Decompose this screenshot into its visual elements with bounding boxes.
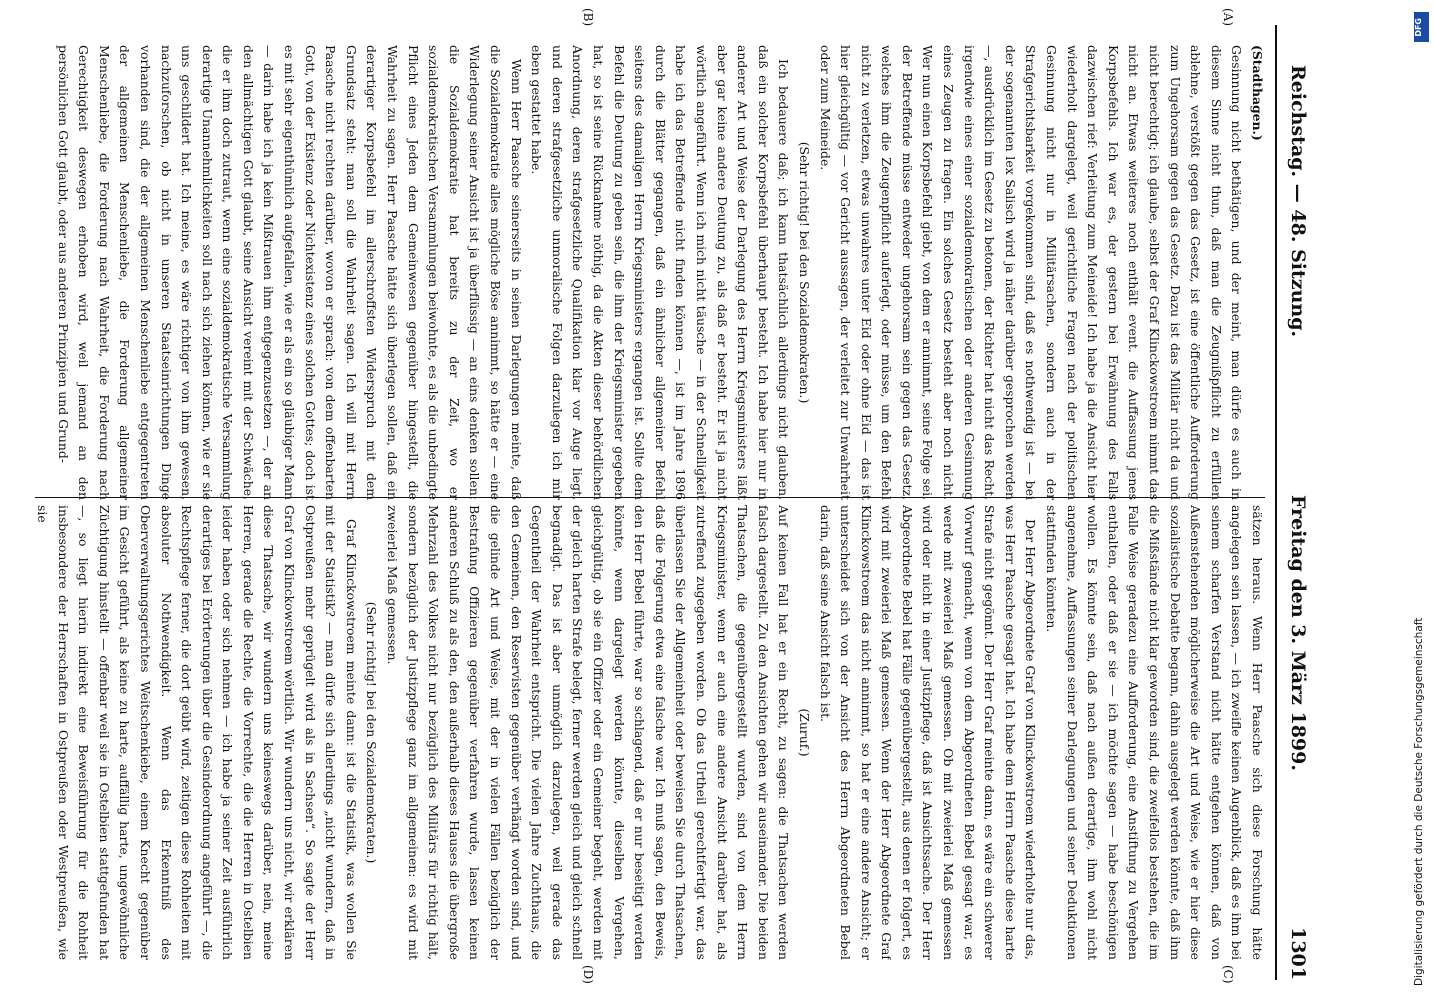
margin-mark-b: (B) xyxy=(581,8,595,27)
digitization-stamp xyxy=(1411,6,1433,991)
paragraph: Auf keinen Fall hat er ein Recht, zu sagen: die Thatsachen werden falsch dargestellt. Zu den Ansichten gehen wir auseinander. Die beiden Thatsachen, die gegenübergestellt wurden, sind von dem Herrn Kriegsminister, wenn er auch eine andere Ansicht darüber hat, als zutreffend zugegeben worden. Ob das Urtheil gerechtfertigt war, das überlassen Sie der Allgemeinheit oder beweisen Sie durch Thatsachen, daß die Folgerung etwa eine falsche war. Ich muß sagen, den Beweis, den Herr Bebel führte, war so schlagend, daß er nur beseitigt werden könnte, wenn dargelegt werden könnte, dieselben Vergehen, gleichgültig, ob sie ein Offizier oder ein Gemeiner begeht, werden mit der gleich harten Strafe belegt, ferner werden gleich und gleich schnell begnadigt. Das ist aber unmöglich darzulegen, weil gerade das Gegentheil der Wahrheit entspricht. Die vielen Jahre Zuchthaus, die den Gemeinen, den Reservisten gegenüber verhängt worden sind, und die gelinde Art und Weise, mit der in vielen Fällen bezüglich der Bestrafung Offizieren gegenüber verfahren wurde, lassen keinen anderen Schluß zu als den, den außerhalb dieses Hauses die übergroße Mehrzahl des Volkes nicht nur bezüglich des Militärs für richtig hält, sondern bezüglich der Justizpflege ganz im allgemeinen: es wird mit zweierlei Maß gemessen. xyxy=(385,505,792,960)
speaker-heading: (Stadthagen.) xyxy=(1250,45,1265,141)
paragraph: Gesinnung nicht bethätigen, und der meint, man dürfe es auch in diesem Sinne nicht thun, daß man die Zeugnißpflicht zu erfüllen ablehne, verstößt gegen das Gesetz, ist eine öffentliche Aufforderung zum Ungehorsam gegen das Gesetz. Dazu ist das Militär nicht da und nicht berechtigt; ich glaube, selbst der Graf Klinckowstroem nimmt das nicht an. Etwas weiteres noch enthält event. die Auffassung jenes Korpsbefehls. Ich war es, der gestern bei Erwähnung des Falls dazwischen rief: Verleitung zum Meineide! Ich habe ja die Ansicht hier wiederholt dargelegt, weil gerichtliche Fragen nach der politischen Gesinnung nicht nur in Militärsachen, sondern auch in der Strafgerichtsbarkeit vorgekommen sind, daß es nothwendig ist — bei der sogenannten lex Salisch wird ja näher darüber gesprochen werden —, ausdrücklich im Gesetz zu betonen, der Richter hat nicht das Recht, irgendwie eines einer sozialdemokratischen oder anderen Gesinnung eines Zeugen zu fragen. Ein solches Gesetz besteht aber noch nicht. Wer nun einen Korpsbefehl giebt, von dem er annimmt, seine Folge sei, der Betreffende müsse entweder ungehorsam sein gegen das Gesetz, welches ihm die Zeugenpflicht auferlegt, oder müsse, um den Befehl nicht zu verletzen, etwas unwahres unter Eid oder ohne Eid — das ist hier gleichgültig — vor Gericht aussagen, der verleitet zur Unwahrheit oder zum Meineide. xyxy=(817,45,1245,500)
paragraph: sätzen heraus. Wenn Herr Paasche sich diese Forschung hätte angelegen sein lassen, — ich zweifle keinen Augenblick, daß es ihm bei seinem scharfen Verstand nicht hätte entgehen können, daß von Außenstehenden möglicherweise die Art und Weise, wie er hier diese sozialistische Debatte begann, dahin ausgelegt werden könnte, daß ihm die Mißstände nicht klar geworden sind, die zweifellos bestehen, die im Falle Weise geradezu eine Aufforderung, eine Anstiftung zu Vergehen enthalten, oder daß er sie — ich möchte sagen — habe beschönigen wollen. Es könnte sein, daß nach außen derartige, ihm wohl nicht angenehme, Auffassungen seiner Darlegungen und seiner Deduktionen stattfinden könnten. xyxy=(1044,505,1265,960)
dfg-logo-text: DFG xyxy=(1414,18,1423,37)
header-left: Reichstag. — 48. Sitzung. xyxy=(1287,65,1309,338)
page-number: 1301 xyxy=(1287,927,1309,980)
page-header xyxy=(1275,25,1317,980)
digitization-note: Digitalisierung gefördert durch die Deutsche Forschungsgemeinschaft xyxy=(1413,617,1425,986)
interjection: (Sehr richtig! bei den Sozialdemokraten.) xyxy=(796,141,812,404)
interjection: (Zuruf.) xyxy=(796,708,812,757)
right-column xyxy=(32,505,1267,960)
margin-mark-d: (D) xyxy=(581,965,595,984)
rotated-page xyxy=(5,0,1345,1000)
margin-mark-c: (C) xyxy=(1221,965,1235,984)
interjection: (Sehr richtig! bei den Sozialdemokraten.) xyxy=(364,601,380,864)
paragraph: Wenn Herr Paasche seinerseits in seinen Darlegungen meinte, daß die Sozialdemokratie alles mögliche Böse annimmt, so hätte er — eine Widerlegung seiner Ansicht ist ja überflüssig — an eins denken sollen: die Sozialdemokratie hat bereits zu der Zeit, wo er sozialdemokratischen Versammlungen beiwohnte, es als die unbedingte Pflicht eines Jeden dem Gemeinwesen gegenüber hingestellt, die Wahrheit zu sagen. Herr Paasche hätte sich überlegen sollen, daß ein derartiger Korpsbefehl im allerschroffsten Widerspruch mit dem Grundsatz steht: man soll die Wahrheit sagen. Ich will mit Herrn Paasche nicht rechten darüber, wovon er sprach: von dem offenbarten Gott, von der Existenz oder Nichtexistenz eines solchen Gottes; doch ist es mit sehr eigenthümlich aufgefallen, wie er als ein so gläubiger Mann — darin habe ich ja kein Mißtrauen ihm entgegenzusetzen —, der an den allmächtigen Gott glaubt, seine Ansicht vereint mit der Schwäche, die er ihm doch zutraut, wenn eine sozialdemokratische Versammlung derartige Unannehmlichkeiten soll nach sich ziehen können, wie er sie uns geschildert hat. Ich meine, es wäre richtiger von ihm gewesen, nachzuforschen, ob nicht in unseren Staatseinrichtungen Dinge vorhanden sind, die der allgemeinen Menschenliebe entgegentreten der allgemeinen Menschenliebe, die Forderung allgemeiner Menschenliebe, die Forderung nach Wahrheit, die Forderung nach Gerechtigkeit deswegen erhoben wird, weil jemand an den persönlichen Gott glaubt, oder aus anderen Prinzipien und Grund- xyxy=(55,45,524,500)
paragraph: Ich bedauere daß; ich kann thatsächlich allerdings nicht glauben, daß ein solcher Korpsbefehl überhaupt besteht. Ich habe hier nur in anderer Art und Weise der Darlegung des Herrn Kriegsministers läßt aber gar keine andere Deutung zu, als daß er besteht. Er ist ja nicht wörtlich angeführt. Wenn ich mich nicht täusche — in der Schnelligkeit habe ich das Betreffende nicht finden können —, ist im Jahre 1896 durch die Blätter gegangen, daß ein ähnlicher allgemeiner Befehl seitens des damaligen Herrn Kriegsministers ergangen ist. Sollte dem Befehl die Deutung zu geben sein, die ihm der Kriegsminister gegeben hat, so ist seine Rücknahme nöthig, da die Akten dieser behördlichen Anordnung, deren strafgesetzliche Qualifikation klar vor Auge liegt, und deren strafgesetzliche unmoralische Folgen darzulegen ich mir eben gestattet habe. xyxy=(529,45,792,500)
paragraph: Der Herr Abgeordnete Graf von Klinckowstroem wiederholte nur das, was Herr Paasche gesagt hat. Ich habe dem Herrn Paasche diese harte Strafe nicht gegönnt. Der Herr Graf meinte dann, es wäre ein schwerer Vorwurf gemacht, wenn von dem Abgeordneten Bebel gesagt war, es werde mit zweierlei Maß gemessen. Ob mit zweierlei Maß gemessen wird oder nicht in einer Justizpflege, daß ist Ansichtssache. Der Herr Abgeordnete Bebel hat Fälle gegenübergestellt, aus denen er folgert, es wird mit zweierlei Maß gemessen. Wenn der Herr Abgeordnete Graf Klinckowstroem das nicht annimmt, so hat er eine andere Ansicht; er unterscheidet sich von der Ansicht des Herrn Abgeordneten Bebel darin, daß seine Ansicht falsch ist. xyxy=(817,505,1039,960)
paragraph: Graf Klinckowstroem meinte dann: ist die Statistik, was wollen Sie mit der Statistik? — man dürfe sich allerdings „nicht wundern, daß in Ostpreußen mehr geprügelt wird als in Sachsen“. So sagte der Herr Graf von Klinckowstroem wörtlich. Wir wundern uns nicht, wir erklären diese Thatsache, wir wundern uns keineswegs darüber, nein, meine Herren, gerade die Rechte, die Vorrechte, die die Herren in Ostelbien leider haben oder sich nehmen — ich habe ja seiner Zeit ausführlich derartiges bei Erörterungen über die Gesindeordnung angeführt —, die Rechtspflege ferner, die dort geübt wird, zeitigen diese Rohheiten mit absoluter Nothwendigkeit. Wenn das Erkenntniß des Oberverwaltungsgerichtes Weitschenkiebe, einem Knecht gegenüber im Gesicht geführt, als keine zu harte, auffällig harte, ungewöhnliche Züchtigung hinstellt — offenbar weil sie in Ostelbien stattgefunden hat —, so liegt hierin indirekt eine Beweisführung für die Rohheit insbesondere der Herrschaften in Ostpreußen oder Westpreußen, wie sie xyxy=(34,505,359,960)
left-column xyxy=(32,45,1267,500)
margin-mark-a: (A) xyxy=(1221,8,1235,27)
header-right: Freitag den 3. März 1899. xyxy=(1287,495,1309,771)
